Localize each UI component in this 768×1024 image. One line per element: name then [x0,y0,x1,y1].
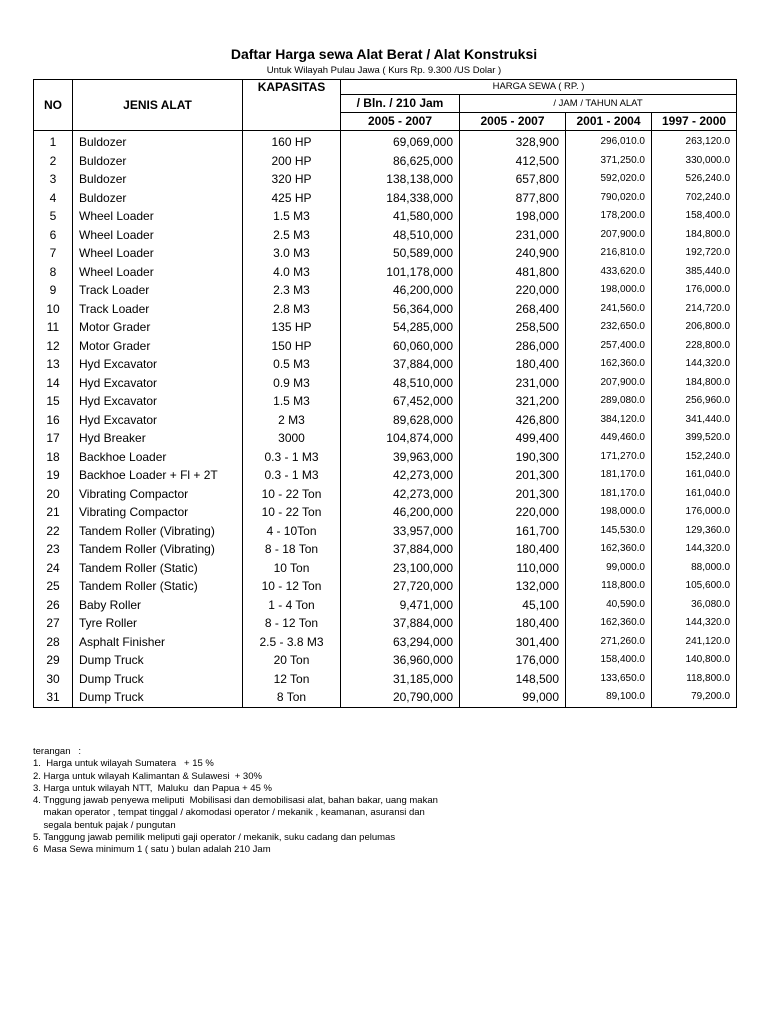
row-jenis-alat: Vibrating Compactor [73,503,243,522]
table-row [34,577,737,596]
row-harga-bulan: 48,510,000 [341,374,460,393]
row-harga-bulan: 33,957,000 [341,522,460,541]
row-kapasitas: 200 HP [243,152,341,171]
row-kapasitas: 320 HP [243,170,341,189]
row-harga-jam-2001: 181,170.0 [566,466,652,485]
row-harga-jam-2001: 40,590.0 [566,596,652,615]
row-harga-jam-2001: 162,360.0 [566,355,652,374]
row-kapasitas: 10 Ton [243,559,341,578]
row-harga-jam-2001: 198,000.0 [566,503,652,522]
row-kapasitas: 10 - 22 Ton [243,503,341,522]
row-kapasitas: 0.3 - 1 M3 [243,448,341,467]
row-no: 7 [34,244,73,263]
row-harga-jam-2005: 657,800 [460,170,566,189]
row-no: 9 [34,281,73,300]
row-harga-jam-2001: 216,810.0 [566,244,652,263]
row-harga-jam-2001: 118,800.0 [566,577,652,596]
row-harga-jam-1997: 192,720.0 [652,244,737,263]
row-no: 30 [34,670,73,689]
row-harga-jam-1997: 184,800.0 [652,226,737,245]
row-harga-jam-2001: 449,460.0 [566,429,652,448]
row-no: 8 [34,263,73,282]
row-no: 28 [34,633,73,652]
row-harga-jam-2005: 110,000 [460,559,566,578]
row-jenis-alat: Vibrating Compactor [73,485,243,504]
row-harga-bulan: 41,580,000 [341,207,460,226]
row-harga-jam-2001: 162,360.0 [566,540,652,559]
row-harga-jam-2005: 148,500 [460,670,566,689]
row-harga-jam-2005: 99,000 [460,688,566,707]
table-row [34,633,737,652]
row-no: 12 [34,337,73,356]
row-harga-bulan: 67,452,000 [341,392,460,411]
header-kapasitas: KAPASITAS [243,80,341,95]
row-harga-jam-2001: 384,120.0 [566,411,652,430]
note-line: makan operator , tempat tinggal / akomodasi operator / mekanik , keamanan, asuransi dan [33,807,425,819]
row-harga-jam-2005: 201,300 [460,485,566,504]
row-harga-jam-1997: 399,520.0 [652,429,737,448]
row-jenis-alat: Track Loader [73,300,243,319]
table-row [34,318,737,337]
row-harga-jam-1997: 161,040.0 [652,466,737,485]
row-kapasitas: 2 M3 [243,411,341,430]
row-jenis-alat: Tandem Roller (Vibrating) [73,522,243,541]
row-jenis-alat: Hyd Breaker [73,429,243,448]
row-harga-jam-1997: 118,800.0 [652,670,737,689]
row-jenis-alat: Tandem Roller (Static) [73,577,243,596]
row-no: 31 [34,688,73,707]
row-jenis-alat: Hyd Excavator [73,355,243,374]
row-no: 29 [34,651,73,670]
table-row [34,670,737,689]
row-harga-jam-1997: 214,720.0 [652,300,737,319]
row-kapasitas: 2.8 M3 [243,300,341,319]
row-kapasitas: 12 Ton [243,670,341,689]
row-kapasitas: 8 Ton [243,688,341,707]
row-kapasitas: 4 - 10Ton [243,522,341,541]
row-harga-jam-2001: 207,900.0 [566,374,652,393]
row-jenis-alat: Buldozer [73,152,243,171]
row-harga-jam-2001: 271,260.0 [566,633,652,652]
row-kapasitas: 8 - 18 Ton [243,540,341,559]
table-row [34,411,737,430]
table-row [34,485,737,504]
row-kapasitas: 3.0 M3 [243,244,341,263]
row-harga-bulan: 101,178,000 [341,263,460,282]
row-no: 19 [34,466,73,485]
row-harga-jam-2005: 198,000 [460,207,566,226]
table-row [34,651,737,670]
row-harga-bulan: 54,285,000 [341,318,460,337]
row-harga-jam-1997: 263,120.0 [652,131,737,152]
row-no: 22 [34,522,73,541]
row-no: 23 [34,540,73,559]
row-kapasitas: 2.3 M3 [243,281,341,300]
row-harga-jam-2001: 133,650.0 [566,670,652,689]
row-harga-bulan: 37,884,000 [341,614,460,633]
header-kapasitas-blank [243,95,341,131]
row-harga-jam-1997: 176,000.0 [652,503,737,522]
note-line: 2. Harga untuk wilayah Kalimantan & Sulawesi + 30% [33,770,262,782]
row-harga-jam-2005: 190,300 [460,448,566,467]
row-jenis-alat: Dump Truck [73,651,243,670]
row-no: 2 [34,152,73,171]
row-harga-jam-2005: 240,900 [460,244,566,263]
row-harga-jam-1997: 228,800.0 [652,337,737,356]
row-no: 18 [34,448,73,467]
row-harga-jam-2005: 268,400 [460,300,566,319]
row-harga-jam-1997: 144,320.0 [652,614,737,633]
row-harga-bulan: 69,069,000 [341,131,460,152]
row-jenis-alat: Buldozer [73,189,243,208]
row-no: 6 [34,226,73,245]
row-harga-bulan: 42,273,000 [341,466,460,485]
row-harga-jam-2001: 207,900.0 [566,226,652,245]
row-no: 1 [34,131,73,152]
row-harga-jam-2001: 89,100.0 [566,688,652,707]
row-harga-jam-2005: 180,400 [460,355,566,374]
row-kapasitas: 4.0 M3 [243,263,341,282]
row-jenis-alat: Wheel Loader [73,207,243,226]
row-jenis-alat: Wheel Loader [73,263,243,282]
row-harga-jam-2001: 371,250.0 [566,152,652,171]
row-harga-jam-2005: 877,800 [460,189,566,208]
note-line: 4. Tnggung jawab penyewa meliputi Mobilisasi dan demobilisasi alat, bahan bakar, uang makan [33,795,438,807]
row-harga-jam-2001: 162,360.0 [566,614,652,633]
notes-section [33,746,438,857]
row-harga-bulan: 50,589,000 [341,244,460,263]
row-harga-jam-2005: 176,000 [460,651,566,670]
row-kapasitas: 135 HP [243,318,341,337]
row-harga-jam-1997: 385,440.0 [652,263,737,282]
row-harga-jam-2005: 161,700 [460,522,566,541]
row-harga-jam-2005: 220,000 [460,503,566,522]
row-harga-jam-2001: 241,560.0 [566,300,652,319]
row-harga-bulan: 48,510,000 [341,226,460,245]
row-jenis-alat: Motor Grader [73,318,243,337]
row-harga-jam-1997: 158,400.0 [652,207,737,226]
row-harga-jam-1997: 241,120.0 [652,633,737,652]
header-per-jam: / JAM / TAHUN ALAT [460,95,737,113]
row-no: 17 [34,429,73,448]
row-no: 25 [34,577,73,596]
row-harga-bulan: 89,628,000 [341,411,460,430]
row-harga-jam-2001: 257,400.0 [566,337,652,356]
table-row [34,688,737,707]
row-no: 26 [34,596,73,615]
row-kapasitas: 20 Ton [243,651,341,670]
row-jenis-alat: Buldozer [73,131,243,152]
row-no: 15 [34,392,73,411]
row-harga-jam-1997: 88,000.0 [652,559,737,578]
row-harga-jam-2001: 592,020.0 [566,170,652,189]
row-harga-bulan: 37,884,000 [341,540,460,559]
row-harga-jam-1997: 36,080.0 [652,596,737,615]
header-year-4: 1997 - 2000 [652,113,737,131]
row-no: 21 [34,503,73,522]
row-harga-jam-2005: 231,000 [460,226,566,245]
row-harga-bulan: 31,185,000 [341,670,460,689]
row-harga-bulan: 46,200,000 [341,281,460,300]
table-row [34,207,737,226]
row-harga-jam-1997: 702,240.0 [652,189,737,208]
row-jenis-alat: Hyd Excavator [73,392,243,411]
table-row [34,374,737,393]
row-harga-jam-2005: 258,500 [460,318,566,337]
row-harga-jam-2005: 201,300 [460,466,566,485]
table-row [34,503,737,522]
row-harga-jam-2005: 412,500 [460,152,566,171]
row-no: 27 [34,614,73,633]
row-kapasitas: 1.5 M3 [243,392,341,411]
row-harga-jam-1997: 184,800.0 [652,374,737,393]
row-no: 10 [34,300,73,319]
row-kapasitas: 1.5 M3 [243,207,341,226]
row-jenis-alat: Tandem Roller (Static) [73,559,243,578]
row-kapasitas: 160 HP [243,131,341,152]
row-harga-jam-1997: 140,800.0 [652,651,737,670]
row-jenis-alat: Motor Grader [73,337,243,356]
row-kapasitas: 10 - 12 Ton [243,577,341,596]
table-row [34,522,737,541]
row-kapasitas: 0.3 - 1 M3 [243,466,341,485]
table-row [34,559,737,578]
row-no: 5 [34,207,73,226]
row-harga-jam-2005: 301,400 [460,633,566,652]
row-harga-bulan: 9,471,000 [341,596,460,615]
table-row [34,226,737,245]
row-jenis-alat: Dump Truck [73,688,243,707]
row-no: 3 [34,170,73,189]
row-kapasitas: 10 - 22 Ton [243,485,341,504]
row-harga-bulan: 42,273,000 [341,485,460,504]
table-row [34,466,737,485]
row-harga-jam-1997: 341,440.0 [652,411,737,430]
header-year-2: 2005 - 2007 [460,113,566,131]
row-kapasitas: 1 - 4 Ton [243,596,341,615]
row-jenis-alat: Tyre Roller [73,614,243,633]
row-harga-jam-2001: 178,200.0 [566,207,652,226]
row-harga-jam-2005: 132,000 [460,577,566,596]
row-jenis-alat: Tandem Roller (Vibrating) [73,540,243,559]
table-row [34,355,737,374]
row-harga-jam-2001: 198,000.0 [566,281,652,300]
row-no: 13 [34,355,73,374]
note-line: 3. Harga untuk wilayah NTT, Maluku dan Papua + 45 % [33,782,272,794]
row-harga-jam-1997: 152,240.0 [652,448,737,467]
header-no: NO [34,80,73,131]
table-row [34,131,737,152]
row-harga-jam-2001: 232,650.0 [566,318,652,337]
row-jenis-alat: Wheel Loader [73,226,243,245]
row-harga-jam-1997: 79,200.0 [652,688,737,707]
row-no: 4 [34,189,73,208]
header-year-1: 2005 - 2007 [341,113,460,131]
row-no: 14 [34,374,73,393]
row-harga-jam-2005: 180,400 [460,540,566,559]
row-harga-jam-2001: 790,020.0 [566,189,652,208]
table-row [34,596,737,615]
row-harga-bulan: 36,960,000 [341,651,460,670]
note-line: 6 Masa Sewa minimum 1 ( satu ) bulan adalah 210 Jam [33,844,271,856]
table-row [34,281,737,300]
row-harga-jam-2001: 433,620.0 [566,263,652,282]
table-row [34,300,737,319]
row-kapasitas: 3000 [243,429,341,448]
header-harga-sewa: HARGA SEWA ( RP. ) [341,80,737,95]
table-row [34,263,737,282]
row-harga-jam-2005: 231,000 [460,374,566,393]
row-harga-jam-2001: 289,080.0 [566,392,652,411]
row-no: 16 [34,411,73,430]
row-kapasitas: 150 HP [243,337,341,356]
row-harga-jam-2001: 158,400.0 [566,651,652,670]
row-harga-bulan: 56,364,000 [341,300,460,319]
row-harga-jam-1997: 206,800.0 [652,318,737,337]
table-row [34,540,737,559]
row-harga-jam-1997: 161,040.0 [652,485,737,504]
row-jenis-alat: Track Loader [73,281,243,300]
row-harga-jam-1997: 105,600.0 [652,577,737,596]
row-kapasitas: 2.5 - 3.8 M3 [243,633,341,652]
row-jenis-alat: Wheel Loader [73,244,243,263]
row-harga-bulan: 39,963,000 [341,448,460,467]
row-no: 11 [34,318,73,337]
table-row [34,448,737,467]
row-no: 20 [34,485,73,504]
row-harga-bulan: 46,200,000 [341,503,460,522]
row-harga-bulan: 27,720,000 [341,577,460,596]
row-harga-jam-1997: 129,360.0 [652,522,737,541]
row-harga-jam-1997: 144,320.0 [652,355,737,374]
note-line: 1. Harga untuk wilayah Sumatera + 15 % [33,758,214,770]
header-per-bulan: / Bln. / 210 Jam [341,95,460,113]
row-harga-jam-1997: 330,000.0 [652,152,737,171]
table-row [34,189,737,208]
row-harga-jam-2005: 286,000 [460,337,566,356]
table-row [34,152,737,171]
row-kapasitas: 0.5 M3 [243,355,341,374]
note-line: terangan : [33,746,82,757]
row-harga-bulan: 86,625,000 [341,152,460,171]
note-line: 5. Tanggung jawab pemilik meliputi gaji operator / mekanik, suku cadang dan pelumas [33,832,396,844]
row-harga-bulan: 37,884,000 [341,355,460,374]
row-harga-jam-2005: 45,100 [460,596,566,615]
row-harga-jam-2005: 328,900 [460,131,566,152]
table-row [34,392,737,411]
header-jenis-alat: JENIS ALAT [73,80,243,131]
row-kapasitas: 0.9 M3 [243,374,341,393]
header-year-3: 2001 - 2004 [566,113,652,131]
row-harga-jam-1997: 176,000.0 [652,281,737,300]
table-body [34,131,737,708]
row-kapasitas: 425 HP [243,189,341,208]
row-harga-jam-2001: 171,270.0 [566,448,652,467]
row-kapasitas: 8 - 12 Ton [243,614,341,633]
row-jenis-alat: Hyd Excavator [73,374,243,393]
row-harga-bulan: 184,338,000 [341,189,460,208]
row-harga-bulan: 60,060,000 [341,337,460,356]
row-harga-jam-2005: 426,800 [460,411,566,430]
row-harga-jam-1997: 144,320.0 [652,540,737,559]
row-harga-bulan: 23,100,000 [341,559,460,578]
document-subtitle: Untuk Wilayah Pulau Jawa ( Kurs Rp. 9.300 /US Dolar ) [266,65,502,76]
table-row [34,614,737,633]
row-harga-jam-2001: 145,530.0 [566,522,652,541]
row-harga-jam-2001: 181,170.0 [566,485,652,504]
note-line: segala bentuk pajak / pungutan [33,819,176,831]
row-no: 24 [34,559,73,578]
table-row [34,170,737,189]
row-harga-jam-2005: 499,400 [460,429,566,448]
row-harga-bulan: 20,790,000 [341,688,460,707]
price-table [33,79,737,708]
table-row [34,429,737,448]
document-title: Daftar Harga sewa Alat Berat / Alat Konstruksi [230,46,538,62]
row-jenis-alat: Hyd Excavator [73,411,243,430]
table-row [34,337,737,356]
row-harga-jam-2005: 220,000 [460,281,566,300]
row-harga-jam-2005: 180,400 [460,614,566,633]
row-harga-bulan: 138,138,000 [341,170,460,189]
row-kapasitas: 2.5 M3 [243,226,341,245]
row-harga-bulan: 104,874,000 [341,429,460,448]
row-jenis-alat: Backhoe Loader [73,448,243,467]
row-jenis-alat: Backhoe Loader + Fl + 2T [73,466,243,485]
row-jenis-alat: Buldozer [73,170,243,189]
table-row [34,244,737,263]
row-jenis-alat: Asphalt Finisher [73,633,243,652]
row-harga-jam-1997: 526,240.0 [652,170,737,189]
row-jenis-alat: Dump Truck [73,670,243,689]
row-harga-jam-1997: 256,960.0 [652,392,737,411]
row-harga-bulan: 63,294,000 [341,633,460,652]
row-harga-jam-2005: 321,200 [460,392,566,411]
row-harga-jam-2001: 99,000.0 [566,559,652,578]
row-harga-jam-2001: 296,010.0 [566,131,652,152]
row-harga-jam-2005: 481,800 [460,263,566,282]
row-jenis-alat: Baby Roller [73,596,243,615]
